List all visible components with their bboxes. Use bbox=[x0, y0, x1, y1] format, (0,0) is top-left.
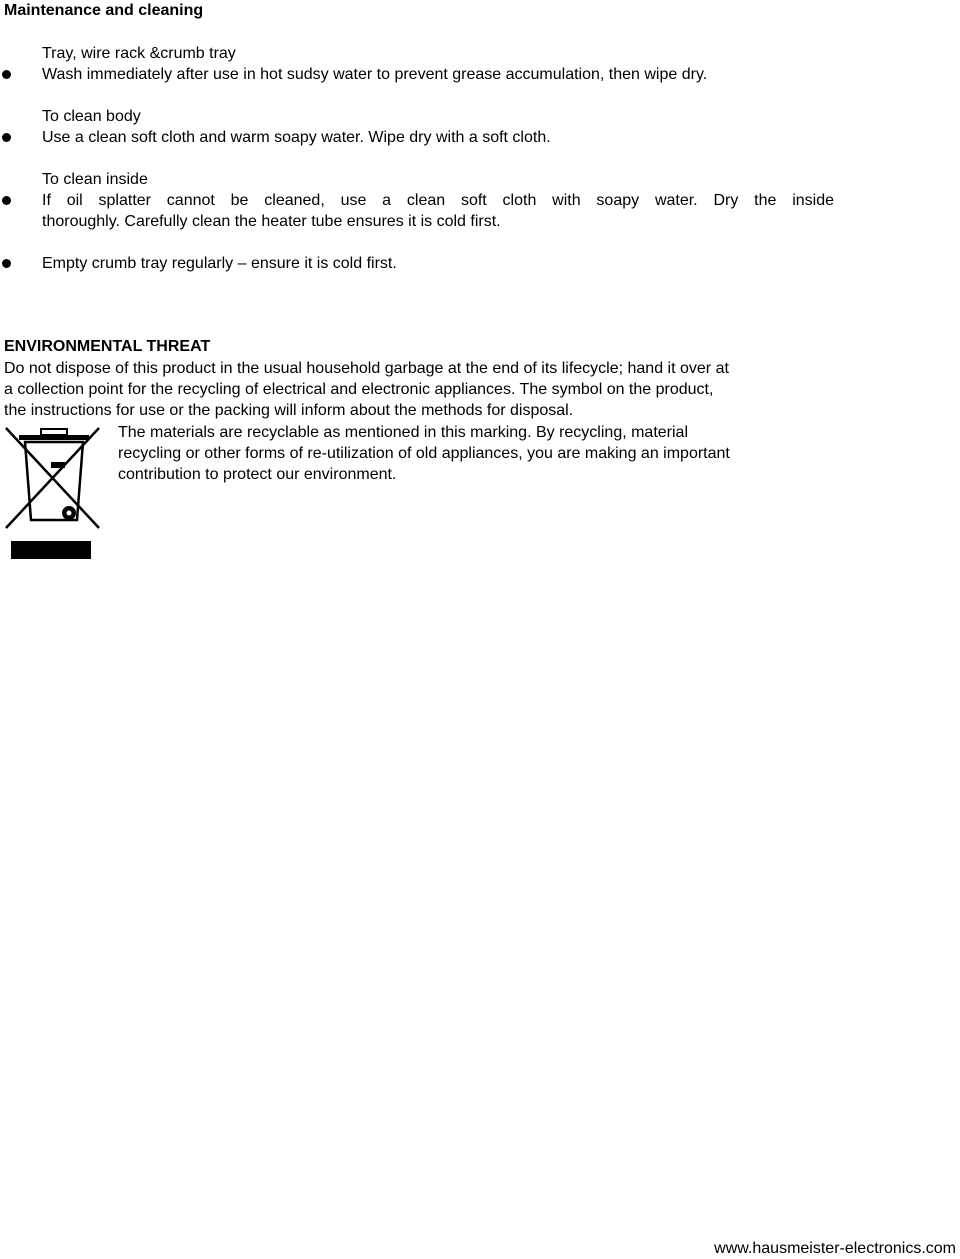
symbol-text-line3: contribution to protect our environment. bbox=[118, 466, 397, 483]
item-title-inside: To clean inside bbox=[42, 171, 148, 188]
item-text-tray: Wash immediately after use in hot sudsy water to prevent grease accumulation, then wipe dry. bbox=[42, 66, 708, 83]
weee-crossed-bin-icon bbox=[3, 424, 103, 564]
item-text-body: Use a clean soft cloth and warm soapy water. Wipe dry with a soft cloth. bbox=[42, 129, 551, 146]
symbol-text-line2: recycling or other forms of re-utilization of old appliances, you are making an important bbox=[118, 445, 730, 462]
bullet-icon bbox=[2, 70, 11, 79]
item-title-body: To clean body bbox=[42, 108, 141, 125]
environment-text-line2: a collection point for the recycling of electrical and electronic appliances. The symbol on the product, bbox=[4, 381, 714, 398]
bullet-icon bbox=[2, 196, 11, 205]
page-title: Maintenance and cleaning bbox=[4, 2, 204, 19]
item-text-inside-line1: If oil splatter cannot be cleaned, use a clean soft cloth with soapy water. Dry the inside bbox=[42, 192, 834, 209]
symbol-text-line1: The materials are recyclable as mentioned in this marking. By recycling, material bbox=[118, 424, 689, 441]
item-text-inside-line2: thoroughly. Carefully clean the heater tube ensures it is cold first. bbox=[42, 213, 501, 230]
item-text-crumb: Empty crumb tray regularly – ensure it is cold first. bbox=[42, 255, 397, 272]
bullet-icon bbox=[2, 259, 11, 268]
environment-text-line3: the instructions for use or the packing will inform about the methods for disposal. bbox=[4, 402, 574, 419]
item-title-tray: Tray, wire rack &crumb tray bbox=[42, 45, 236, 62]
bullet-icon bbox=[2, 133, 11, 142]
footer-url: www.hausmeister-electronics.com bbox=[714, 1240, 956, 1257]
section-title-environment: ENVIRONMENTAL THREAT bbox=[4, 338, 211, 355]
environment-text-line1: Do not dispose of this product in the usual household garbage at the end of its lifecycle; hand it over at bbox=[4, 360, 729, 377]
